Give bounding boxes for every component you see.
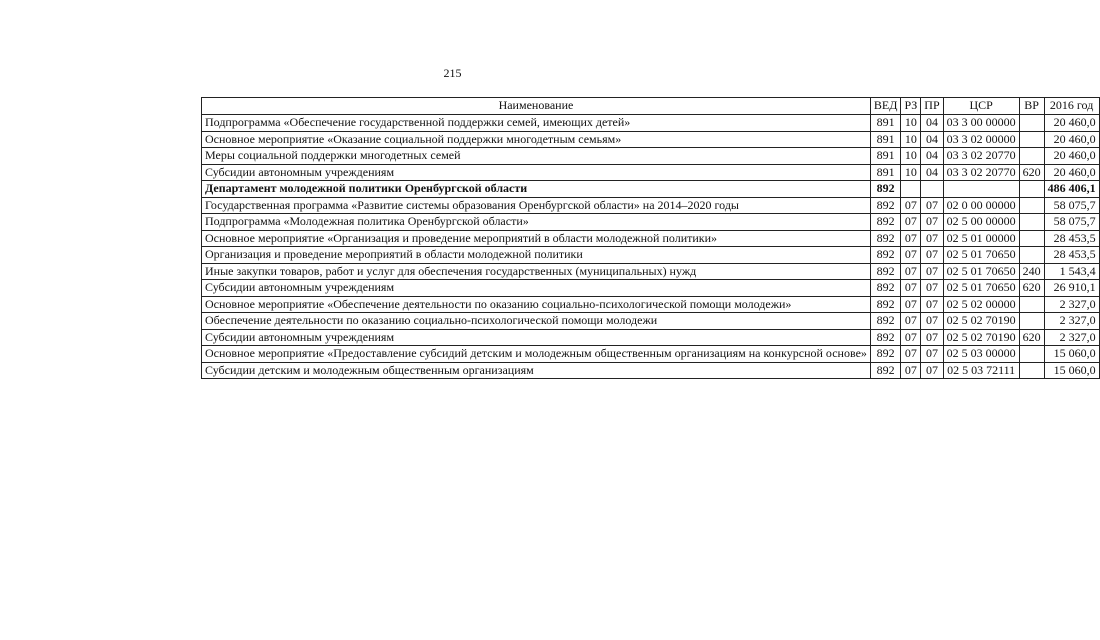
cell-vr bbox=[1019, 214, 1044, 231]
cell-pr: 07 bbox=[921, 214, 943, 231]
cell-name: Субсидии автономным учреждениям bbox=[202, 164, 871, 181]
cell-name: Государственная программа «Развитие системы образования Оренбургской области» на 2014–2020 годы bbox=[202, 197, 871, 214]
cell-rz: 07 bbox=[901, 247, 921, 264]
cell-pr: 04 bbox=[921, 148, 943, 165]
cell-rz: 07 bbox=[901, 362, 921, 379]
cell-pr: 04 bbox=[921, 131, 943, 148]
cell-vr: 620 bbox=[1019, 329, 1044, 346]
cell-rz: 07 bbox=[901, 346, 921, 363]
cell-ved: 892 bbox=[870, 230, 901, 247]
table-row bbox=[202, 313, 1100, 330]
cell-amount: 20 460,0 bbox=[1044, 115, 1099, 132]
cell-ved: 891 bbox=[870, 131, 901, 148]
cell-csr: 03 3 02 20770 bbox=[943, 148, 1019, 165]
cell-rz: 10 bbox=[901, 148, 921, 165]
cell-pr: 07 bbox=[921, 197, 943, 214]
cell-vr: 240 bbox=[1019, 263, 1044, 280]
cell-name: Субсидии детским и молодежным общественным организациям bbox=[202, 362, 871, 379]
cell-pr: 07 bbox=[921, 329, 943, 346]
cell-pr: 04 bbox=[921, 115, 943, 132]
cell-vr bbox=[1019, 230, 1044, 247]
cell-csr: 02 5 02 00000 bbox=[943, 296, 1019, 313]
cell-name: Организация и проведение мероприятий в области молодежной политики bbox=[202, 247, 871, 264]
cell-vr bbox=[1019, 346, 1044, 363]
cell-csr: 02 5 01 70650 bbox=[943, 247, 1019, 264]
cell-vr: 620 bbox=[1019, 280, 1044, 297]
cell-rz: 07 bbox=[901, 197, 921, 214]
cell-vr bbox=[1019, 313, 1044, 330]
cell-ved: 892 bbox=[870, 263, 901, 280]
table-row bbox=[202, 230, 1100, 247]
cell-name: Департамент молодежной политики Оренбургской области bbox=[202, 181, 871, 198]
cell-ved: 892 bbox=[870, 313, 901, 330]
cell-ved: 892 bbox=[870, 362, 901, 379]
table-row bbox=[202, 329, 1100, 346]
cell-ved: 891 bbox=[870, 148, 901, 165]
cell-pr: 07 bbox=[921, 263, 943, 280]
cell-vr bbox=[1019, 197, 1044, 214]
cell-csr: 02 5 01 70650 bbox=[943, 263, 1019, 280]
cell-rz: 07 bbox=[901, 230, 921, 247]
cell-csr: 02 5 03 00000 bbox=[943, 346, 1019, 363]
cell-csr: 03 3 02 20770 bbox=[943, 164, 1019, 181]
cell-vr: 620 bbox=[1019, 164, 1044, 181]
cell-ved: 892 bbox=[870, 346, 901, 363]
column-header-csr: ЦСР bbox=[943, 98, 1019, 115]
cell-name: Обеспечение деятельности по оказанию социально-психологической помощи молодежи bbox=[202, 313, 871, 330]
cell-name: Основное мероприятие «Организация и проведение мероприятий в области молодежной политики» bbox=[202, 230, 871, 247]
cell-amount: 20 460,0 bbox=[1044, 164, 1099, 181]
cell-name: Основное мероприятие «Обеспечение деятельности по оказанию социально-психологической помощи молодежи» bbox=[202, 296, 871, 313]
cell-amount: 1 543,4 bbox=[1044, 263, 1099, 280]
cell-amount: 58 075,7 bbox=[1044, 197, 1099, 214]
cell-amount: 20 460,0 bbox=[1044, 148, 1099, 165]
column-header-ved: ВЕД bbox=[870, 98, 901, 115]
cell-rz: 07 bbox=[901, 329, 921, 346]
cell-rz: 07 bbox=[901, 214, 921, 231]
cell-name: Субсидии автономным учреждениям bbox=[202, 280, 871, 297]
cell-amount: 2 327,0 bbox=[1044, 313, 1099, 330]
cell-csr bbox=[943, 181, 1019, 198]
cell-csr: 02 0 00 00000 bbox=[943, 197, 1019, 214]
table-row bbox=[202, 131, 1100, 148]
cell-csr: 03 3 00 00000 bbox=[943, 115, 1019, 132]
table-row bbox=[202, 346, 1100, 363]
cell-pr bbox=[921, 181, 943, 198]
table-row bbox=[202, 164, 1100, 181]
column-header-name: Наименование bbox=[202, 98, 871, 115]
cell-ved: 892 bbox=[870, 296, 901, 313]
cell-rz: 10 bbox=[901, 115, 921, 132]
cell-amount: 58 075,7 bbox=[1044, 214, 1099, 231]
cell-pr: 07 bbox=[921, 247, 943, 264]
table-row bbox=[202, 280, 1100, 297]
cell-vr bbox=[1019, 247, 1044, 264]
cell-name: Основное мероприятие «Предоставление субсидий детским и молодежным общественным организациям на конкурсной основе» bbox=[202, 346, 871, 363]
cell-csr: 02 5 01 70650 bbox=[943, 280, 1019, 297]
cell-ved: 892 bbox=[870, 329, 901, 346]
cell-name: Подпрограмма «Молодежная политика Оренбургской области» bbox=[202, 214, 871, 231]
table-header-row bbox=[202, 98, 1100, 115]
table-row bbox=[202, 115, 1100, 132]
table-row bbox=[202, 197, 1100, 214]
cell-vr bbox=[1019, 148, 1044, 165]
cell-amount: 26 910,1 bbox=[1044, 280, 1099, 297]
cell-csr: 02 5 02 70190 bbox=[943, 313, 1019, 330]
cell-rz bbox=[901, 181, 921, 198]
cell-ved: 891 bbox=[870, 164, 901, 181]
cell-name: Подпрограмма «Обеспечение государственной поддержки семей, имеющих детей» bbox=[202, 115, 871, 132]
cell-rz: 10 bbox=[901, 164, 921, 181]
cell-amount: 2 327,0 bbox=[1044, 329, 1099, 346]
column-header-year: 2016 год bbox=[1044, 98, 1099, 115]
cell-rz: 07 bbox=[901, 313, 921, 330]
cell-pr: 04 bbox=[921, 164, 943, 181]
cell-ved: 892 bbox=[870, 214, 901, 231]
cell-amount: 28 453,5 bbox=[1044, 247, 1099, 264]
column-header-pr: ПР bbox=[921, 98, 943, 115]
table-row bbox=[202, 362, 1100, 379]
cell-vr bbox=[1019, 115, 1044, 132]
cell-pr: 07 bbox=[921, 230, 943, 247]
cell-name: Иные закупки товаров, работ и услуг для обеспечения государственных (муниципальных) нужд bbox=[202, 263, 871, 280]
cell-rz: 07 bbox=[901, 263, 921, 280]
column-header-vr: ВР bbox=[1019, 98, 1044, 115]
table-row bbox=[202, 296, 1100, 313]
cell-csr: 03 3 02 00000 bbox=[943, 131, 1019, 148]
cell-pr: 07 bbox=[921, 346, 943, 363]
table-row bbox=[202, 263, 1100, 280]
cell-csr: 02 5 00 00000 bbox=[943, 214, 1019, 231]
cell-amount: 2 327,0 bbox=[1044, 296, 1099, 313]
cell-name: Субсидии автономным учреждениям bbox=[202, 329, 871, 346]
cell-rz: 07 bbox=[901, 296, 921, 313]
cell-amount: 20 460,0 bbox=[1044, 131, 1099, 148]
cell-ved: 892 bbox=[870, 247, 901, 264]
table-row bbox=[202, 247, 1100, 264]
cell-csr: 02 5 01 00000 bbox=[943, 230, 1019, 247]
cell-pr: 07 bbox=[921, 362, 943, 379]
cell-ved: 892 bbox=[870, 197, 901, 214]
cell-amount: 486 406,1 bbox=[1044, 181, 1099, 198]
cell-vr bbox=[1019, 181, 1044, 198]
cell-pr: 07 bbox=[921, 296, 943, 313]
cell-pr: 07 bbox=[921, 280, 943, 297]
cell-ved: 892 bbox=[870, 280, 901, 297]
cell-vr bbox=[1019, 296, 1044, 313]
table-row bbox=[202, 148, 1100, 165]
column-header-rz: РЗ bbox=[901, 98, 921, 115]
cell-amount: 15 060,0 bbox=[1044, 346, 1099, 363]
page-number: 215 bbox=[443, 66, 462, 80]
cell-name: Основное мероприятие «Оказание социальной поддержки многодетным семьям» bbox=[202, 131, 871, 148]
cell-rz: 07 bbox=[901, 280, 921, 297]
cell-amount: 15 060,0 bbox=[1044, 362, 1099, 379]
cell-vr bbox=[1019, 131, 1044, 148]
table-row bbox=[202, 214, 1100, 231]
cell-vr bbox=[1019, 362, 1044, 379]
cell-csr: 02 5 03 72111 bbox=[943, 362, 1019, 379]
table-row bbox=[202, 181, 1100, 198]
cell-name: Меры социальной поддержки многодетных семей bbox=[202, 148, 871, 165]
cell-rz: 10 bbox=[901, 131, 921, 148]
cell-amount: 28 453,5 bbox=[1044, 230, 1099, 247]
cell-ved: 892 bbox=[870, 181, 901, 198]
cell-ved: 891 bbox=[870, 115, 901, 132]
cell-pr: 07 bbox=[921, 313, 943, 330]
cell-csr: 02 5 02 70190 bbox=[943, 329, 1019, 346]
budget-table bbox=[201, 97, 1100, 379]
